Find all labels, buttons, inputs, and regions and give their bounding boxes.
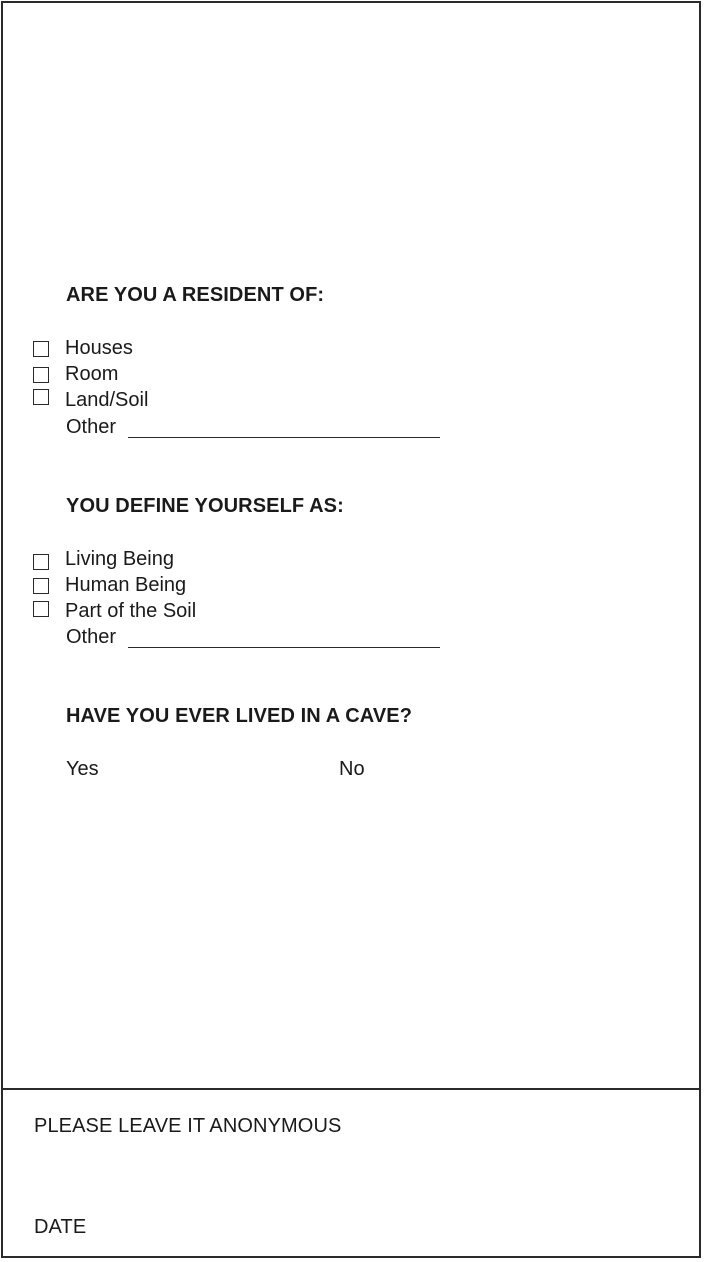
cave-heading: HAVE YOU EVER LIVED IN A CAVE? [66, 705, 413, 727]
answer-no[interactable]: No [339, 758, 365, 780]
option-label: Room [65, 363, 119, 385]
option-row-land-soil[interactable] [33, 390, 453, 414]
checkbox-part-of-soil[interactable] [33, 601, 49, 617]
option-label: Part of the Soil [65, 600, 197, 622]
footer-divider [1, 1088, 701, 1090]
option-label: Human Being [65, 574, 187, 596]
date-label: DATE [34, 1216, 87, 1238]
checkbox-houses[interactable] [33, 341, 49, 357]
option-row-part-of-soil[interactable] [33, 601, 453, 625]
option-row-human-being[interactable] [33, 575, 453, 599]
identity-heading: YOU DEFINE YOURSELF AS: [66, 495, 344, 517]
identity-other-row [66, 627, 446, 653]
option-label: Living Being [65, 548, 174, 570]
option-label: Houses [65, 337, 133, 359]
option-row-houses[interactable] [33, 338, 453, 362]
anonymous-note: PLEASE LEAVE IT ANONYMOUS [34, 1115, 342, 1137]
option-label: Land/Soil [65, 389, 149, 411]
residence-other-field[interactable] [128, 437, 440, 438]
checkbox-living-being[interactable] [33, 554, 49, 570]
residence-heading: ARE YOU A RESIDENT OF: [66, 284, 325, 306]
option-row-room[interactable] [33, 364, 453, 388]
checkbox-land-soil[interactable] [33, 389, 49, 405]
answer-yes[interactable]: Yes [66, 758, 99, 780]
checkbox-human-being[interactable] [33, 578, 49, 594]
other-label: Other [66, 416, 117, 438]
option-row-living-being[interactable] [33, 549, 453, 573]
other-label: Other [66, 626, 117, 648]
identity-other-field[interactable] [128, 647, 440, 648]
checkbox-room[interactable] [33, 367, 49, 383]
residence-other-row [66, 417, 446, 443]
